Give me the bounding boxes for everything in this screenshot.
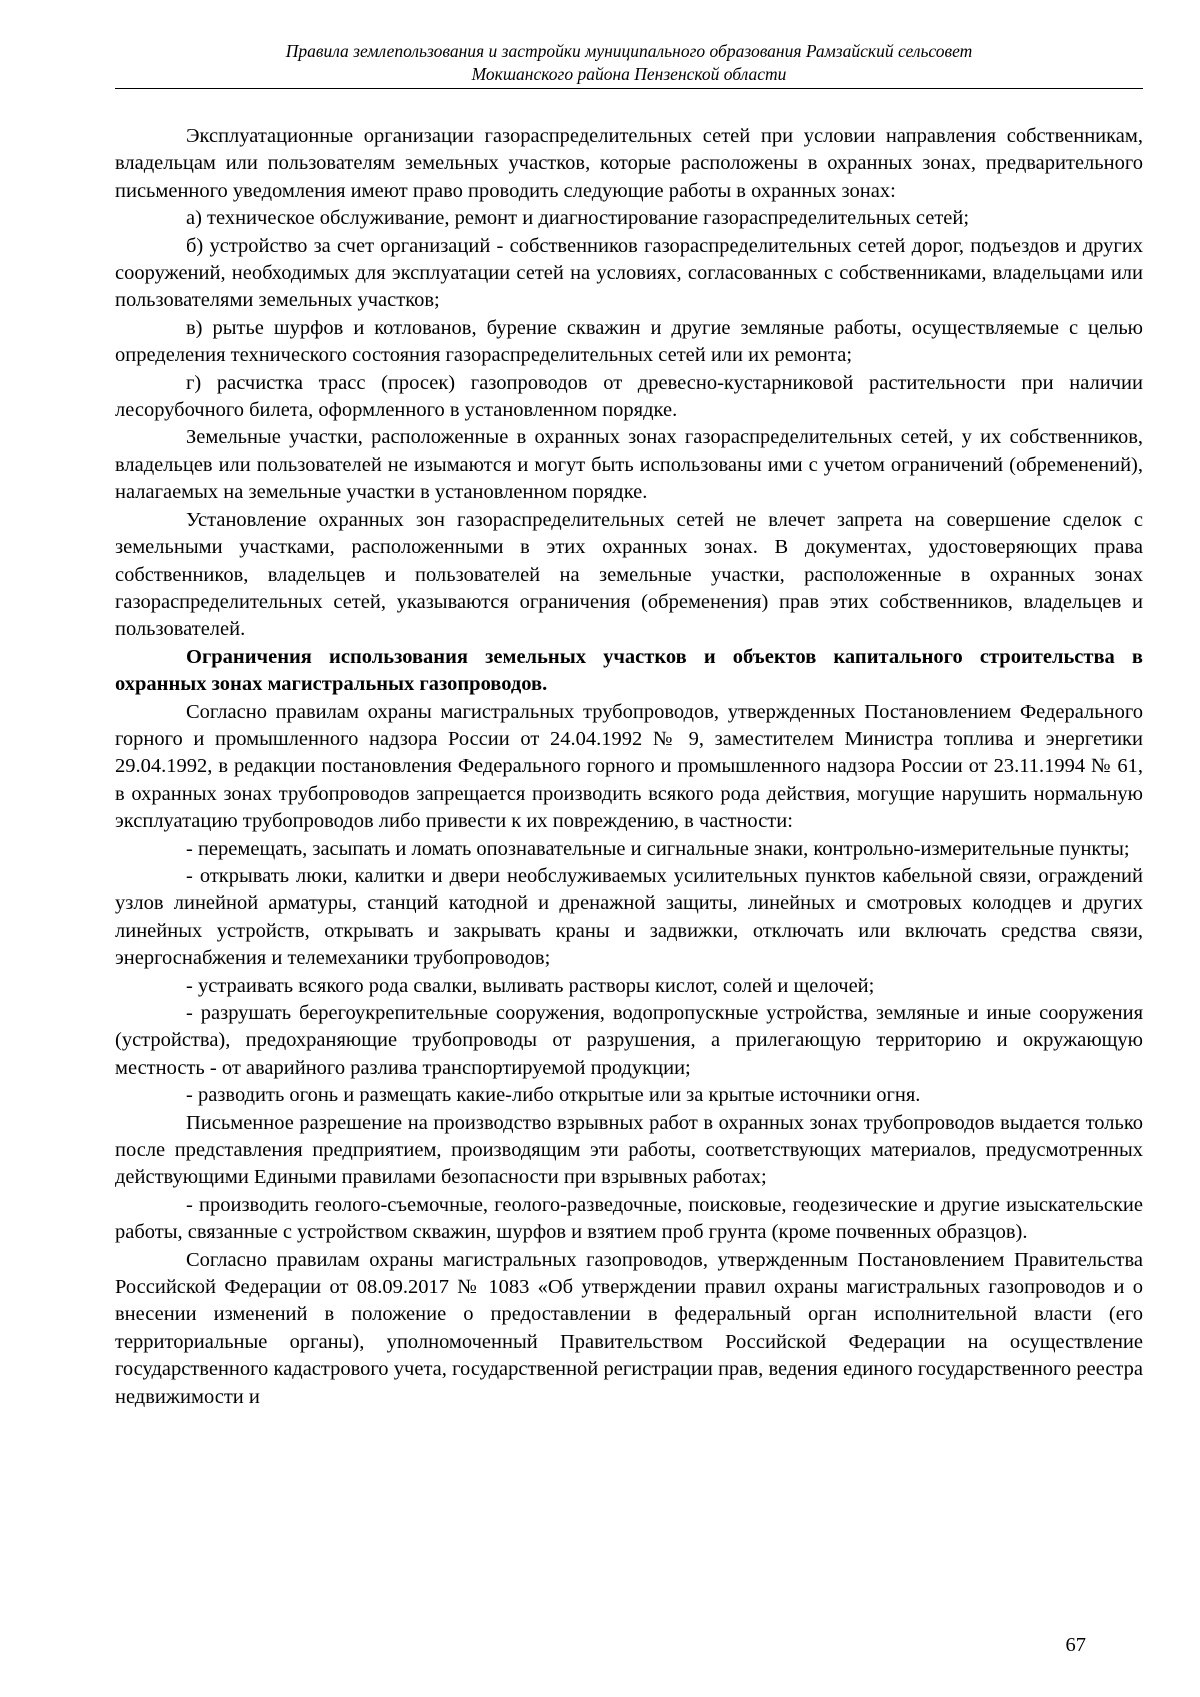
list-item: - устраивать всякого рода свалки, выливать растворы кислот, солей и щелочей; (186, 974, 875, 997)
paragraph: Земельные участки, расположенные в охранных зонах газораспределительных сетей, у их собственников, владельцев или пользователей не изымаются и могут быть использованы ими с учетом ограничений (обременений), налагаемых на земельные участки в установленном порядке. (115, 426, 1143, 504)
list-item: а) техническое обслуживание, ремонт и диагностирование газораспределительных сетей; (186, 207, 970, 230)
paragraph: Эксплуатационные организации газораспределительных сетей при условии направления собственникам, владельцам или пользователям земельных участков, которые расположены в охранных зонах, предварительного письменного уведомления имеют право проводить следующие работы в охранных зонах: (115, 125, 1143, 202)
document-body (115, 123, 1143, 1411)
list-item: - разрушать берегоукрепительные сооружения, водопропускные устройства, земляные и иные сооружения (устройства), предохраняющие трубопроводы от разрушения, а прилегающую территорию и окружающую местность - от аварийного разлива транспортируемой продукции; (115, 1002, 1143, 1079)
page-number: 67 (1065, 1634, 1086, 1656)
header-line-1: Правила землепользования и застройки муниципального образования Рамзайский сельсовет (285, 41, 973, 61)
list-item: - разводить огонь и размещать какие-либо открытые или за крытые источники огня. (186, 1084, 921, 1107)
list-item: в) рытье шурфов и котлованов, бурение скважин и другие земляные работы, осуществляемые с целью определения технического состояния газораспределительных сетей или их ремонта; (115, 316, 1143, 367)
running-header (115, 40, 1143, 89)
document-page (115, 40, 1143, 1680)
paragraph: Согласно правилам охраны магистральных трубопроводов, утвержденных Постановлением Федерального горного и промышленного надзора России от 24.04.1992 № 9, заместителем Министра топлива и энергетики 29.04.1992, в редакции постановления Федерального горного и промышленного надзора России от 23.11.1994 № 61, в охранных зонах трубопроводов запрещается производить всякого рода действия, могущие нарушить нормальную эксплуатацию трубопроводов либо привести к их повреждению, в частности: (115, 700, 1143, 833)
list-item: г) расчистка трасс (просек) газопроводов от древесно-кустарниковой растительности при наличии лесорубочного билета, оформленного в установленном порядке. (115, 371, 1143, 422)
paragraph: Установление охранных зон газораспределительных сетей не влечет запрета на совершение сделок с земельными участками, расположенными в этих охранных зонах. В документах, удостоверяющих права собственников, владельцев и пользователей на земельные участки, расположенные в охранных зонах газораспределительных сетей, указываются ограничения (обременения) прав этих собственников, владельцев и пользователей. (115, 508, 1143, 641)
list-item: - открывать люки, калитки и двери необслуживаемых усилительных пунктов кабельной связи, ограждений узлов линейной арматуры, станций катодной и дренажной защиты, линейных и смотровых колодцев и других линейных устройств, открывать и закрывать краны и задвижки, отключать или включать средства связи, энергоснабжения и телемеханики трубопроводов; (115, 864, 1143, 970)
paragraph: Письменное разрешение на производство взрывных работ в охранных зонах трубопроводов выдается только после представления предприятием, производящим эти работы, соответствующих материалов, предусмотренных действующими Едиными правилами безопасности при взрывных работах; (115, 1111, 1143, 1189)
paragraph: Согласно правилам охраны магистральных газопроводов, утвержденным Постановлением Правительства Российской Федерации от 08.09.2017 № 1083 «Об утверждении правил охраны магистральных газопроводов и о внесении изменений в положение о предоставлении в федеральный орган исполнительной власти (его территориальные органы), уполномоченный Правительством Российской Федерации на осуществление государственного кадастрового учета, государственной регистрации прав, ведения единого государственного реестра недвижимости и (115, 1248, 1143, 1408)
section-heading: Ограничения использования земельных участков и объектов капитального строительства в охранных зонах магистральных газопроводов. (115, 645, 1143, 696)
list-item: - перемещать, засыпать и ломать опознавательные и сигнальные знаки, контрольно-измерительные пункты; (186, 837, 1130, 860)
list-item: - производить геолого-съемочные, геолого-разведочные, поисковые, геодезические и другие изыскательские работы, связанные с устройством скважин, шурфов и взятием проб грунта (кроме почвенных образцов). (115, 1193, 1143, 1244)
list-item: б) устройство за счет организаций - собственников газораспределительных сетей дорог, подъездов и других сооружений, необходимых для эксплуатации сетей на условиях, согласованных с собственниками, владельцами или пользователями земельных участков; (115, 234, 1143, 312)
header-line-2: Мокшанского района Пензенской области (471, 64, 787, 84)
